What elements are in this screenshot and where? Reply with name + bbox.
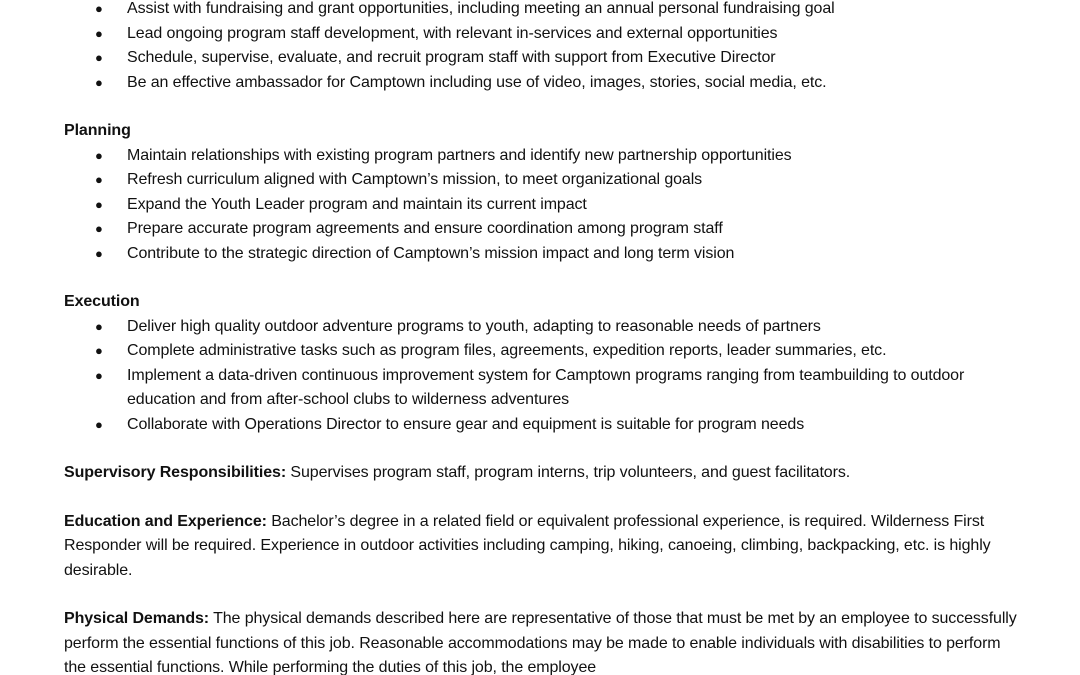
bullet-icon: ● <box>95 50 103 65</box>
bullet-icon: ● <box>95 196 103 212</box>
list-item: ● Contribute to the strategic direction of Camptown’s mission impact and long term vision <box>64 242 1024 267</box>
education-label: Education and Experience: <box>64 512 267 530</box>
bullet-icon: ● <box>95 343 103 358</box>
bullet-icon: ● <box>95 147 103 163</box>
bullet-icon: ● <box>95 245 103 261</box>
bullet-icon: ● <box>95 74 103 90</box>
bullet-icon: ● <box>95 1 103 16</box>
supervisory-label: Supervisory Responsibilities: <box>64 464 287 481</box>
document-body <box>64 0 1024 675</box>
list-item: ● Lead ongoing program staff development, with relevant in-services and external opportunities <box>64 22 1024 47</box>
bullet-icon: ● <box>95 172 103 187</box>
planning-list <box>64 144 1024 267</box>
education-paragraph <box>64 510 1024 584</box>
list-item: ● Collaborate with Operations Director to ensure gear and equipment is suitable for program needs <box>64 413 1024 438</box>
bullet-icon: ● <box>95 221 103 236</box>
responsibilities-list <box>64 0 1024 95</box>
execution-heading: Execution <box>64 293 140 310</box>
bullet-icon: ● <box>95 367 103 383</box>
supervisory-paragraph <box>64 461 1024 486</box>
list-item: ● Implement a data-driven continuous improvement system for Camptown programs ranging from teambuilding to outdoor education and from after-school clubs to wilderness adventures <box>64 364 1024 413</box>
list-item: ● Deliver high quality outdoor adventure programs to youth, adapting to reasonable needs of partners <box>64 315 1024 340</box>
execution-list <box>64 315 1024 438</box>
list-item: ● Complete administrative tasks such as program files, agreements, expedition reports, leader summaries, etc. <box>64 339 1024 364</box>
list-item: ● Expand the Youth Leader program and maintain its current impact <box>64 193 1024 218</box>
list-item: ● Assist with fundraising and grant opportunities, including meeting an annual personal fundraising goal <box>64 0 1024 22</box>
bullet-icon: ● <box>95 318 103 334</box>
physical-label: Physical Demands: <box>64 610 210 627</box>
list-item: ● Refresh curriculum aligned with Camptown’s mission, to meet organizational goals <box>64 168 1024 193</box>
list-item: ● Be an effective ambassador for Camptown including use of video, images, stories, social media, etc. <box>64 71 1024 96</box>
planning-heading: Planning <box>64 122 131 139</box>
bullet-icon: ● <box>95 416 103 432</box>
supervisory-text: Supervises program staff, program interns, trip volunteers, and guest facilitators. <box>286 464 851 481</box>
list-item: ● Schedule, supervise, evaluate, and recruit program staff with support from Executive Director <box>64 46 1024 71</box>
education-text: Bachelor’s degree in a related field or equivalent professional experience, is required. Wilderness First Responder will be required. Experience in outdoor activities including camping, hiking, canoeing, climbing, backpacking, etc. is highly desirable. <box>64 512 991 579</box>
bullet-icon: ● <box>95 25 103 41</box>
physical-paragraph <box>64 607 1024 675</box>
list-item: ● Prepare accurate program agreements and ensure coordination among program staff <box>64 217 1024 242</box>
list-item: ● Maintain relationships with existing program partners and identify new partnership opportunities <box>64 144 1024 169</box>
physical-text: The physical demands described here are representative of those that must be met by an employee to successfully perform the essential functions of this job. Reasonable accommodations may be made to enable individuals with disabilities to perform the essential functions. While performing the duties of this job, the employee <box>64 610 1017 675</box>
